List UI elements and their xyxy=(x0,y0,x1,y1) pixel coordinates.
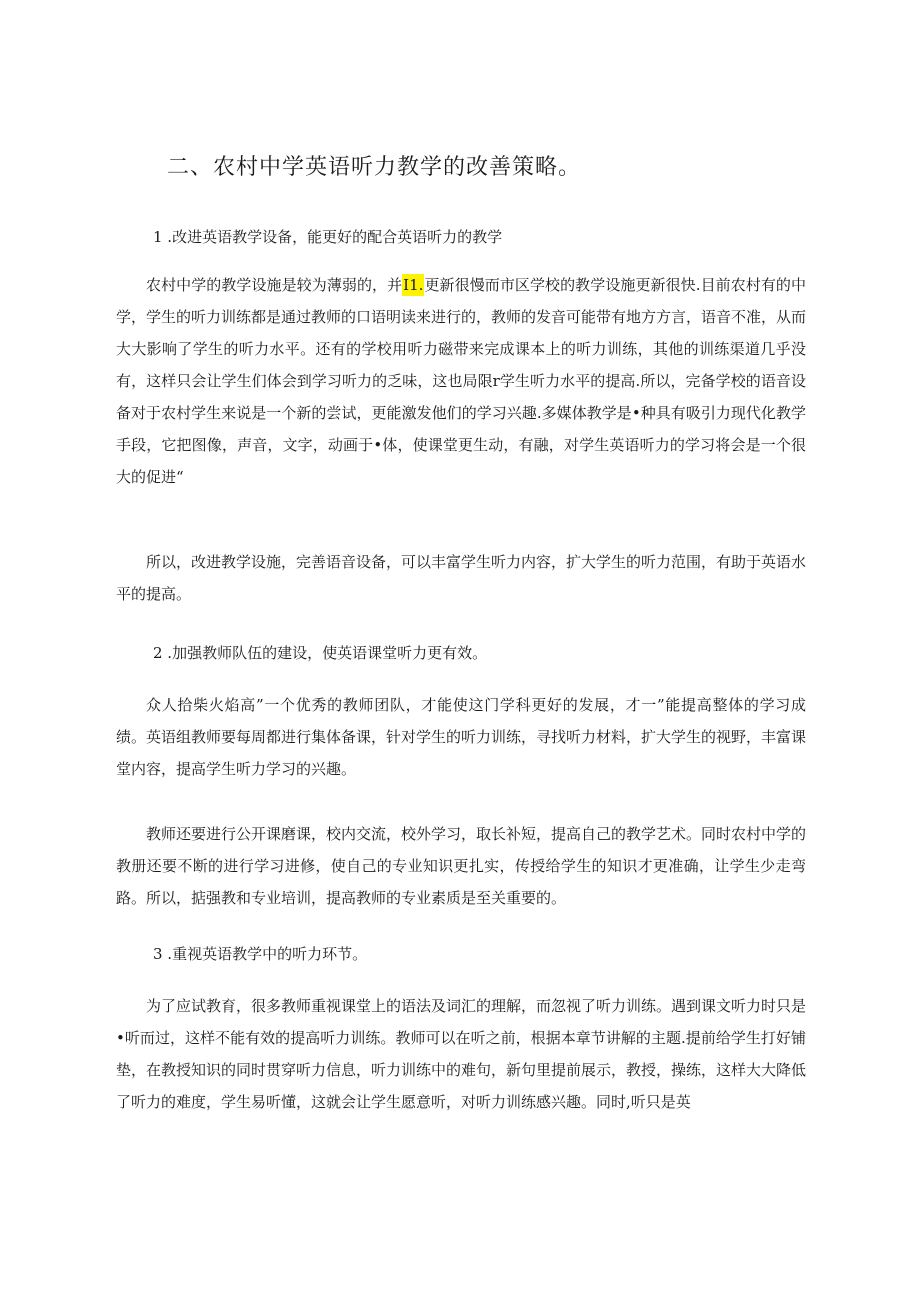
subsection-1-title: 1 .改进英语教学设备，能更好的配合英语听力的教学 xyxy=(153,228,503,246)
subsection-2-paragraph-2: 教师还要进行公开课磨课，校内交流，校外学习，取长补短，提高自己的教学艺术。同时农村中学的教册还要不断的进行学习进修，使自己的专业知识更扎实，传授给学生的知识才更准确，让学生少走弯路。所以，掂强教和专业培训，提高教师的专业素质是至关重要的。 xyxy=(116,825,807,907)
highlighted-text: I1. xyxy=(403,276,424,294)
subsection-2-title: 2 .加强教师队伍的建设，使英语课堂听力更有效。 xyxy=(153,644,488,662)
subsection-2-paragraph-1: 众人拾柴火焰高”一个优秀的教师团队，才能使这门学科更好的发展，才一”能提高整体的学习成绩。英语组教师要每周都进行集体备课，针对学生的听力训练，寻找听力材料，扩大学生的视野，丰富课堂内容，提高学生听力学习的兴趣。 xyxy=(116,696,807,778)
subsection-3-paragraph-1: 为了应试教育，很多教师重视课堂上的语法及词汇的理解，而忽视了听力训练。遇到课文听力时只是•听而过，这样不能有效的提高听力训练。教师可以在听之前，根据本章节讲解的主题.提前给学生打好铺垫，在教授知识的同时贯穿听力信息，听力训练中的难句，新句里提前展示，教授，操练，这样大大降低了听力的难度，学生易听懂，这就会让学生愿意听，对听力训练感兴趣。同时,听只是英 xyxy=(116,997,807,1111)
section-heading: 二、农村中学英语听力教学的改善策略。 xyxy=(167,155,582,180)
paragraph-text: 农村中学的教学设施是较为薄弱的，并 xyxy=(146,276,403,294)
subsection-1-paragraph-1 xyxy=(116,269,806,493)
paragraph-text: 更新很慢而市区学校的教学设施更新很快.目前农村有的中学，学生的听力训练都是通过教师的口语明读来进行的，教师的发音可能带有地方方言，语音不准，从而大大影响了学生的听力水平。还有的学校用听力磁带来完成课本上的听力训练，其他的训练渠道几乎没有，这样只会让学生们体会到学习听力的乏味，这也局限r学生听力水平的提高.所以，完备学校的语音设备对于农村学生来说是一个新的尝试，更能激发他们的学习兴趣.多媒体教学是•种具有吸引力现代化教学手段，它把图像，声音，文字，动画于•体，使课堂更生动，有融，对学生英语听力的学习将会是一个很大的促进“ xyxy=(116,276,807,486)
subsection-1-paragraph-2: 所以，改进教学设施，完善语音设备，可以丰富学生听力内容，扩大学生的听力范围，有助于英语水平的提高。 xyxy=(116,553,807,603)
subsection-3-title: 3 .重视英语教学中的听力环节。 xyxy=(153,945,368,963)
